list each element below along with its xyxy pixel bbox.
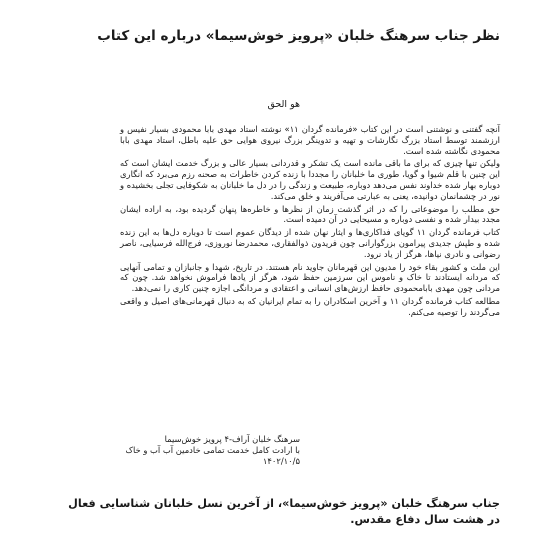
page-title: نظر جناب سرهنگ خلبان «پرویز خوش‌سیما» درباره این کتاب: [97, 28, 500, 44]
paragraph-6: مطالعه کتاب فرمانده گردان ۱۱ و آخرین اسکادران را به تمام ایرانیان که به دنبال قهرمانی‌های اصیل و واقعی می‌گردند را توصیه می‌کنم.: [120, 295, 500, 317]
photo-caption: جناب سرهنگ خلبان «پرویز خوش‌سیما»، از آخرین نسل خلبانان شناسایی فعال در هشت سال دفاع مقدس.: [68, 497, 500, 526]
signature-block: [100, 434, 300, 467]
paragraph-2: ولیکن تنها چیزی که برای ما باقی مانده است یک تشکر و قدردانی بسیار عالی و بزرگ خدمت ایشان است که این چنین با قلم شیوا و گویا، طوری ما خلبانان را مجددا با زنده کردن خاطرات به صحنه رزم می‌برد که انگاری دوباره بهار شده خداوند نفس می‌دهد دوباره، طبیعت و زندگی را در دل ما خلبانان به شکوفایی تجلی بخشیده و نور در چشمانمان دوانیده، یعنی به عبارتی می‌آفریند و خلق می‌کند.: [120, 158, 500, 201]
signature-name: سرهنگ خلبان آراف-۴ پرویز خوش‌سیما: [164, 434, 300, 444]
document-page: [60, 26, 500, 526]
paragraph-4: کتاب فرمانده گردان ۱۱ گویای فداکاری‌ها و ایثار نهان شده از دیدگان عموم است تا دوباره دل‌ها به این زنده شده و طپش جدیدی پیرامون بزرگوارانی چون فریدون ذوالفقاری، محمدرضا نوروزی، فرج‌الله فرسیایی، ناصر رضوانی و نادری نیاها، هرگز از یاد نرود.: [120, 227, 501, 259]
paragraph-1: آنچه گفتنی و نوشتنی است در این کتاب «فرمانده گردان ۱۱» نوشته استاد مهدی بابا محمودی بسیار نفیس و ارزشمند توسط استاد بزرگ نگارشات و تهیه و تدوینگر بزرگ نیروی هوایی حق علیه باطل، استاد مهدی بابا محمودی نگاشته شده است.: [120, 124, 500, 156]
paragraph-5: این ملت و کشور بقاء خود را مدیون این قهرمانان جاوید نام هستند. در تاریخ، شهدا و جانبازان و تمامی آنهایی که مردانه ایستادند تا خاک و ناموس این سرزمین حفظ شود، هرگز از یادها فراموش نخواهد شد. چون که مردانی چون مهدی بابامحمودی حافظ ارزش‌های انسانی و اعتقادی و مردانگی اجازه چنین کاری را نمی‌دهد.: [120, 261, 500, 294]
paragraph-3: حق مطلب را موضوعاتی را که در اثر گذشت زمان از نظرها و خاطره‌ها پنهان گردیده بود، به اراده ایشان مجدد بیدار شده و نفسی دوباره و مسیحایی در آن دمیده است.: [120, 203, 500, 225]
signature-date: ۱۴۰۲/۱۰/۵: [262, 456, 300, 466]
invocation-line: هو الحق: [267, 99, 300, 110]
signature-dedication: با ارادت کامل خدمت تمامی خادمین آب آب و خاک: [125, 445, 300, 455]
letter-body: [120, 124, 500, 320]
